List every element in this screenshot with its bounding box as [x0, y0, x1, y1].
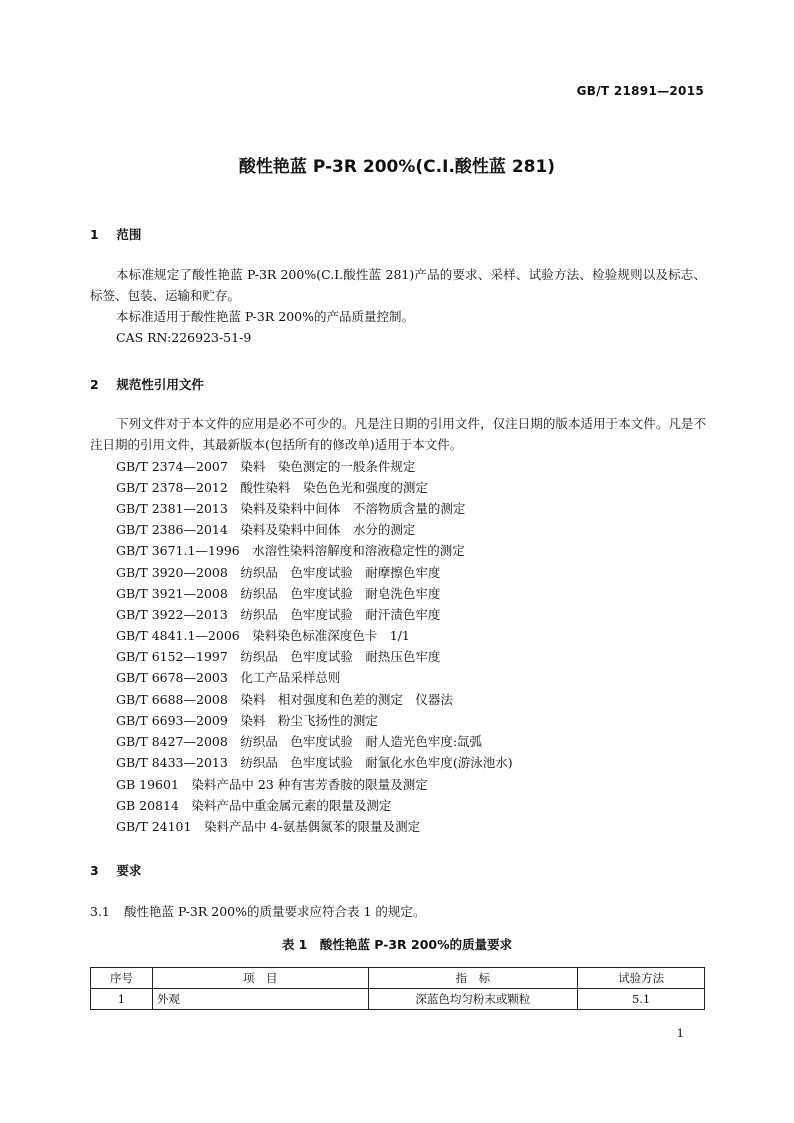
table-header-row [91, 968, 705, 989]
section-3-title: 要求 [116, 863, 142, 878]
section-1-title: 范围 [116, 227, 142, 242]
reference-item: GB/T 4841.1—2006 染料染色标准深度色卡 1/1 [116, 628, 410, 643]
column-header: 序号 [91, 968, 153, 989]
column-header: 指 标 [368, 968, 578, 989]
reference-item: GB/T 8433—2013 纺织品 色牢度试验 耐氯化水色牢度(游泳池水) [116, 755, 513, 770]
document-title: 酸性艳蓝 P-3R 200%(C.I.酸性蓝 281) [238, 157, 556, 177]
section-2-heading [90, 375, 204, 393]
reference-item: GB/T 2386—2014 染料及染料中间体 水分的测定 [116, 522, 416, 537]
reference-item: GB/T 6678—2003 化工产品采样总则 [116, 670, 341, 685]
section-3-number: 3 [90, 863, 99, 878]
reference-item: GB 19601 染料产品中 23 种有害芳香胺的限量及测定 [116, 777, 428, 792]
section-2-title: 规范性引用文件 [116, 377, 204, 392]
section-2-intro: 下列文件对于本文件的应用是必不可少的。凡是注日期的引用文件，仅注日期的版本适用于本文件。凡是不注日期的引用文件，其最新版本(包括所有的修改单)适用于本文件。 [90, 416, 706, 452]
table-cell: 5.1 [578, 989, 705, 1010]
table-caption: 表 1 酸性艳蓝 P-3R 200%的质量要求 [281, 937, 513, 952]
clause-3-1-number: 3.1 [90, 904, 110, 919]
table-cell: 1 [91, 989, 153, 1010]
reference-item: GB/T 2378—2012 酸性染料 染色色光和强度的测定 [116, 480, 428, 495]
reference-item: GB/T 6688—2008 染料 相对强度和色差的测定 仪器法 [116, 692, 453, 707]
clause-3-1 [90, 902, 425, 920]
reference-item: GB/T 3920—2008 纺织品 色牢度试验 耐摩擦色牢度 [116, 565, 441, 580]
column-header: 项 目 [152, 968, 368, 989]
reference-item: GB/T 3671.1—1996 水溶性染料溶解度和溶液稳定性的测定 [116, 543, 465, 558]
reference-item: GB/T 24101 染料产品中 4-氨基偶氮苯的限量及测定 [116, 819, 421, 834]
reference-item: GB/T 3921—2008 纺织品 色牢度试验 耐皂洗色牢度 [116, 586, 441, 601]
section-3-heading [90, 861, 141, 879]
clause-3-1-text: 酸性艳蓝 P-3R 200%的质量要求应符合表 1 的规定。 [123, 904, 426, 919]
section-1-number: 1 [90, 227, 99, 242]
section-1-paragraph: 本标准适用于酸性艳蓝 P-3R 200%的产品质量控制。 [116, 309, 414, 324]
reference-item: GB/T 8427—2008 纺织品 色牢度试验 耐人造光色牢度:氙弧 [116, 734, 483, 749]
reference-item: GB/T 6152—1997 纺织品 色牢度试验 耐热压色牢度 [116, 649, 441, 664]
reference-item: GB/T 2374—2007 染料 染色测定的一般条件规定 [116, 459, 416, 474]
reference-item: GB/T 3922—2013 纺织品 色牢度试验 耐汗渍色牢度 [116, 607, 441, 622]
section-1-heading [90, 225, 141, 243]
table-cell: 深蓝色均匀粉末或颗粒 [368, 989, 578, 1010]
reference-item: GB/T 6693—2009 染料 粉尘飞扬性的测定 [116, 713, 378, 728]
standard-code: GB/T 21891—2015 [576, 84, 704, 98]
reference-item: GB 20814 染料产品中重金属元素的限量及测定 [116, 798, 392, 813]
table-row [91, 989, 705, 1010]
column-header: 试验方法 [578, 968, 705, 989]
requirements-table [90, 967, 705, 1010]
reference-item: GB/T 2381—2013 染料及染料中间体 不溶物质含量的测定 [116, 501, 466, 516]
section-2-number: 2 [90, 377, 99, 392]
cas-number: CAS RN:226923-51-9 [116, 330, 252, 345]
page-number: 1 [676, 1026, 684, 1040]
table-cell: 外观 [152, 989, 368, 1010]
section-1-paragraph: 本标准规定了酸性艳蓝 P-3R 200%(C.I.酸性蓝 281)产品的要求、采样、试验方法、检验规则以及标志、标签、包装、运输和贮存。 [90, 267, 706, 303]
